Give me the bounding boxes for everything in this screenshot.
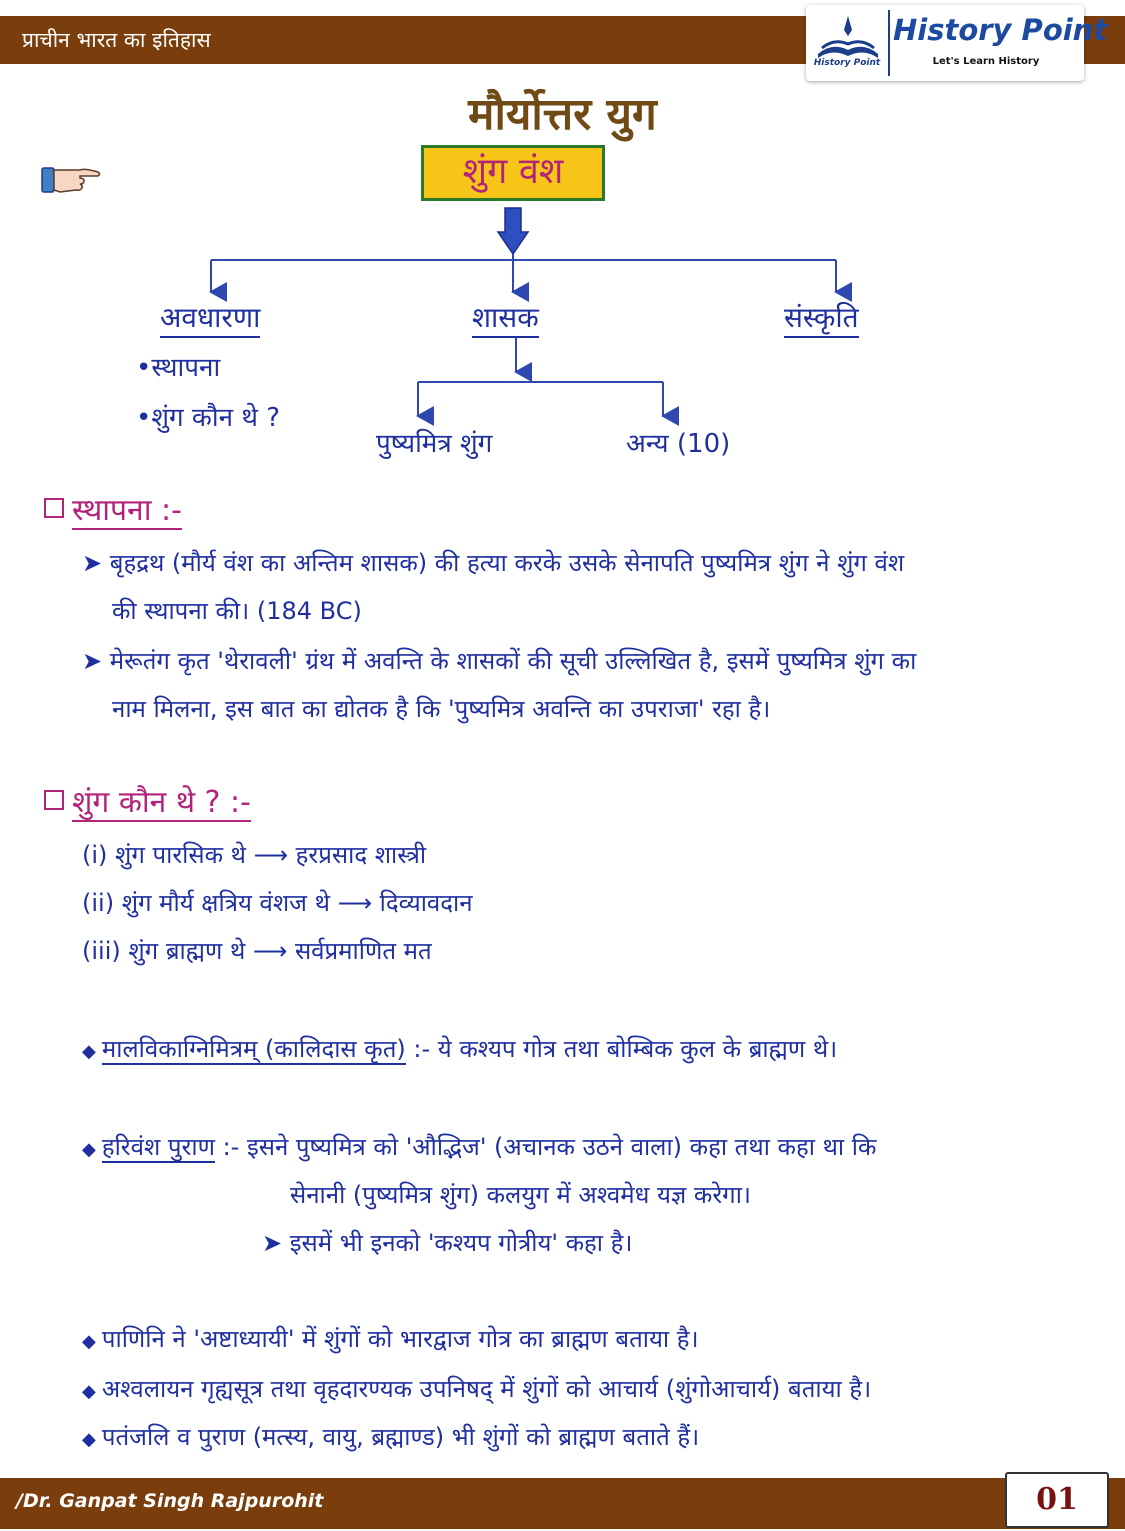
header-title: प्राचीन भारत का इतिहास (22, 28, 211, 52)
branch-concept: अवधारणा (160, 298, 260, 336)
section-heading-founding: स्थापना :- (44, 488, 182, 529)
bullet-panini: ◆ पाणिनि ने 'अष्टाध्यायी' में शुंगों को भारद्वाज गोत्र का ब्राह्मण बताया है। (82, 1325, 699, 1353)
harivansh-line-1: ◆ हरिवंश पुराण :- इसने पुष्यमित्र को 'औद्भिज' (अचानक उठने वाला) कहा तथा कहा था कि (82, 1133, 877, 1161)
who-item-2: (ii) शुंग मौर्य क्षत्रिय वंशज थे ⟶ दिव्यावदान (82, 889, 473, 917)
section-heading-who: शुंग कौन थे ? :- (44, 780, 251, 821)
concept-item-founding: •स्थापना (136, 353, 221, 383)
who-item-3: (iii) शुंग ब्राह्मण थे ⟶ सर्वप्रमाणित मत (82, 937, 432, 965)
founding-line-2: की स्थापना की। (184 BC) (112, 597, 362, 625)
harivansh-line-2: सेनानी (पुष्यमित्र शुंग) कलयुग में अश्वमेध यज्ञ करेगा। (290, 1181, 751, 1209)
branch-rulers: शासक (472, 298, 539, 336)
bullet-ashvalayan: ◆ अश्वलायन गृह्यसूत्र तथा वृहदारण्यक उपनिषद् में शुंगों को आचार्य (शुंगोआचार्य) बताया है। (82, 1375, 872, 1403)
page-number: 01 (1005, 1472, 1109, 1528)
concept-item-who: •शुंग कौन थे ? (136, 403, 280, 433)
ruler-pushyamitra: पुष्यमित्र शुंग (376, 429, 493, 459)
ruler-others: अन्य (10) (626, 429, 731, 459)
who-item-1: (i) शुंग पारसिक थे ⟶ हरप्रसाद शास्त्री (82, 841, 427, 869)
malavika-line: ◆ मालविकाग्निमित्रम् (कालिदास कृत) :- ये कश्यप गोत्र तथा बोम्बिक कुल के ब्राह्मण थे। (82, 1035, 838, 1063)
bullet-patanjali: ◆ पतंजलि व पुराण (मत्स्य, वायु, ब्रह्माण्ड) भी शुंगों को ब्राह्मण बताते हैं। (82, 1423, 700, 1451)
dynasty-box: शुंग वंश (421, 145, 605, 201)
founding-line-1: ➤ बृहद्रथ (मौर्य वंश का अन्तिम शासक) की हत्या करके उसके सेनापति पुष्यमित्र शुंग ने शुंग वंश (82, 549, 905, 577)
logo-name: History Point (893, 13, 1108, 47)
harivansh-line-3: ➤ इसमें भी इनको 'कश्यप गोत्रीय' कहा है। (262, 1229, 633, 1257)
founding-line-3: ➤ मेरूतंग कृत 'थेरावली' ग्रंथ में अवन्ति के शासकों की सूची उल्लिखित है, इसमें पुष्यमित्र शुंग का (82, 647, 917, 675)
logo-tagline: Let's Learn History (932, 56, 1040, 67)
founding-line-4: नाम मिलना, इस बात का द्योतक है कि 'पुष्यमित्र अवन्ति का उपराजा' रहा है। (112, 695, 771, 723)
footer-author: /Dr. Ganpat Singh Rajpurohit (16, 1490, 324, 1512)
page-title: मौर्योत्तर युग (468, 89, 657, 140)
branch-culture: संस्कृति (784, 298, 859, 336)
logo-small-text: History Point (813, 58, 881, 68)
